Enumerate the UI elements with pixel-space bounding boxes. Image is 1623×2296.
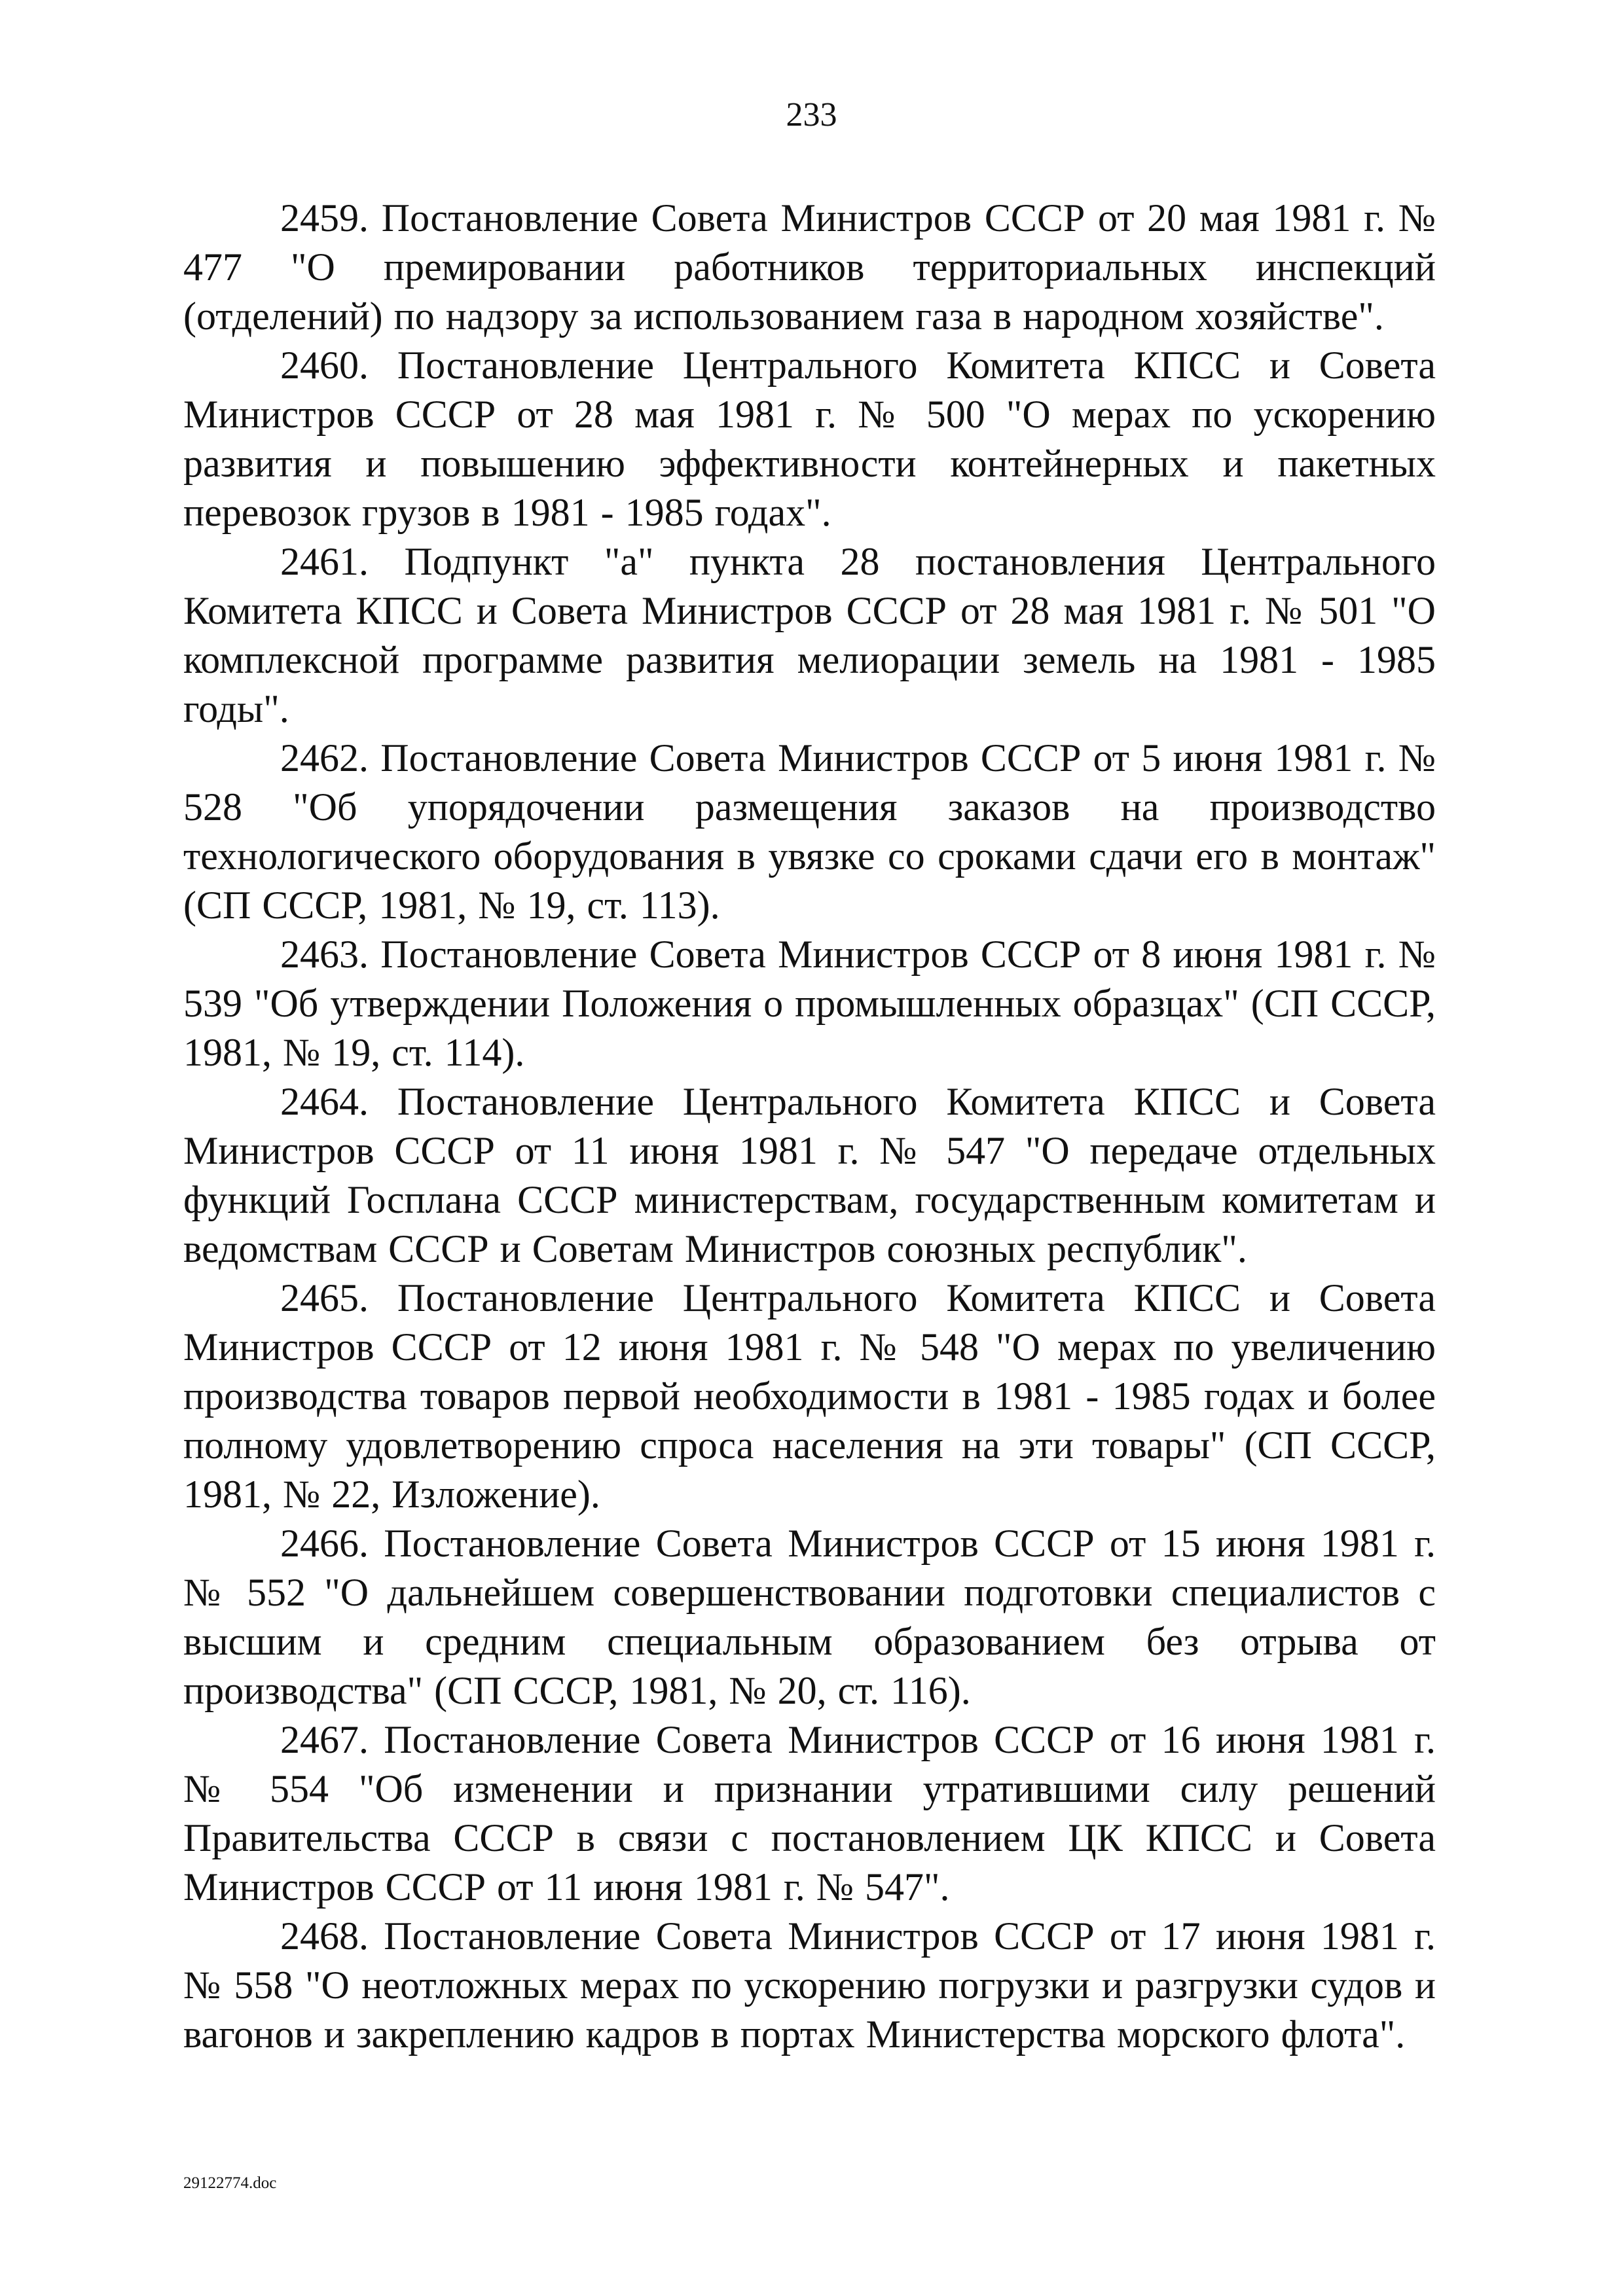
entry-2464: 2464. Постановление Центрального Комитета КПСС и Совета Министров СССР от 11 июня 1981 г. № 547 "О передаче отдельных функций Госплана СССР министерствам, государственным комитетам и ведомствам СССР и Советам Министров союзных республик".	[183, 1080, 1436, 1270]
entry-2461: 2461. Подпункт "а" пункта 28 постановления Центрального Комитета КПСС и Совета Министров СССР от 28 мая 1981 г. № 501 "О комплексной программе развития мелиорации земель на 1981 - 1985 годы".	[183, 540, 1436, 730]
entry-2460: 2460. Постановление Центрального Комитета КПСС и Совета Министров СССР от 28 мая 1981 г. № 500 "О мерах по ускорению развития и повышению эффективности контейнерных и пакетных перевозок грузов в 1981 - 1985 годах".	[183, 344, 1436, 534]
document-body	[183, 194, 1436, 2059]
entry-2468: 2468. Постановление Совета Министров СССР от 17 июня 1981 г. № 558 "О неотложных мерах по ускорению погрузки и разгрузки судов и вагонов и закреплению кадров в портах Министерства морского флота".	[183, 1914, 1436, 2056]
document-filename: 29122774.doc	[183, 2174, 277, 2192]
entry-2459: 2459. Постановление Совета Министров СССР от 20 мая 1981 г. № 477 "О премировании работников территориальных инспекций (отделений) по надзору за использованием газа в народном хозяйстве".	[183, 196, 1436, 338]
entry-2462: 2462. Постановление Совета Министров СССР от 5 июня 1981 г. № 528 "Об упорядочении размещения заказов на производство технологического оборудования в увязке со сроками сдачи его в монтаж" (СП СССР, 1981, № 19, ст. 113).	[183, 736, 1436, 927]
entry-2463: 2463. Постановление Совета Министров СССР от 8 июня 1981 г. № 539 "Об утверждении Положения о промышленных образцах" (СП СССР, 1981, № 19, ст. 114).	[183, 933, 1436, 1074]
entry-2466: 2466. Постановление Совета Министров СССР от 15 июня 1981 г. № 552 "О дальнейшем совершенствовании подготовки специалистов с высшим и средним специальным образованием без отрыва от производства" (СП СССР, 1981, № 20, ст. 116).	[183, 1522, 1436, 1712]
entry-2467: 2467. Постановление Совета Министров СССР от 16 июня 1981 г. № 554 "Об изменении и признании утратившими силу решений Правительства СССР в связи с постановлением ЦК КПСС и Совета Министров СССР от 11 июня 1981 г. № 547".	[183, 1718, 1436, 1909]
page-number: 233	[786, 96, 837, 134]
entry-2465: 2465. Постановление Центрального Комитета КПСС и Совета Министров СССР от 12 июня 1981 г. № 548 "О мерах по увеличению производства товаров первой необходимости в 1981 - 1985 годах и более полному удовлетворению спроса населения на эти товары" (СП СССР, 1981, № 22, Изложение).	[183, 1276, 1436, 1516]
